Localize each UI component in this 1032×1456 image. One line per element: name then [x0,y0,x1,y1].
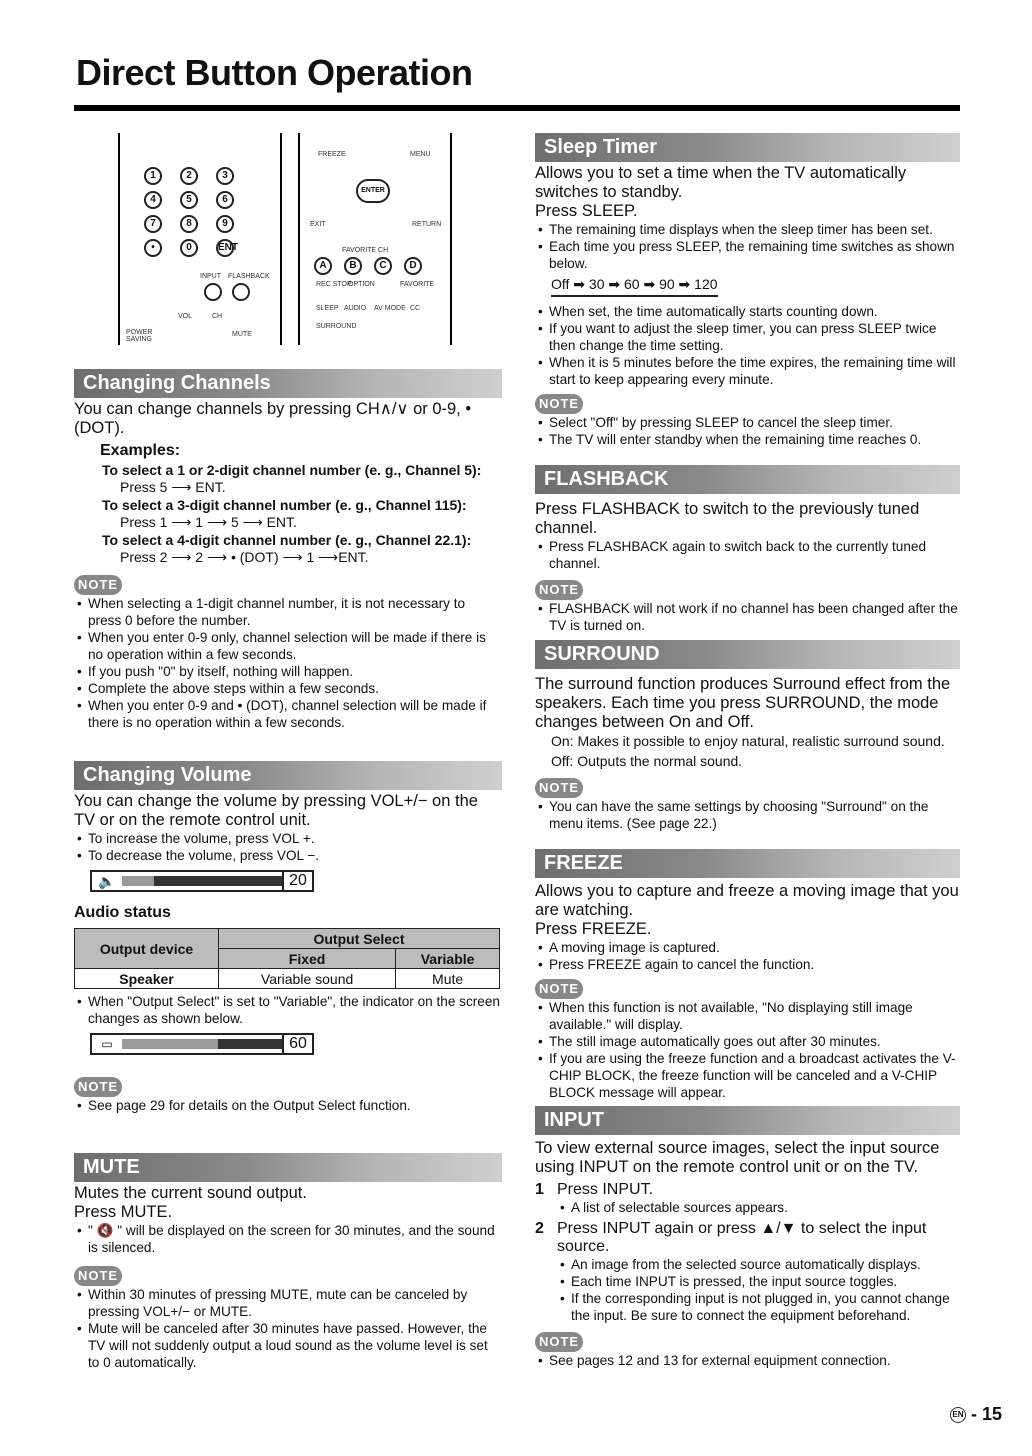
section-title: Changing Volume [74,761,502,790]
audio-status-table [74,928,500,989]
section-title: Changing Channels [74,369,502,398]
menu-label: MENU [410,151,431,158]
favorite-ch-label: FAVORITE CH [342,247,389,254]
note-item: • The still image automatically goes out after 30 minutes. [535,1033,960,1050]
digit-button[interactable]: 5 [180,191,198,209]
freeze-section [535,849,960,1101]
remote-illustration-left [118,133,282,345]
sleep-timer-section [535,133,960,448]
speaker-icon: 🔈 [98,872,116,889]
flashback-section [535,465,960,634]
enter-button[interactable]: ENTER [356,179,390,203]
input-button[interactable] [204,283,222,301]
note-badge: NOTE [74,575,122,595]
mute-section [74,1153,502,1371]
bullet-list [74,830,502,864]
section-title: FREEZE [535,849,960,878]
variable-fill [122,1039,218,1049]
press-line: Press MUTE. [74,1203,173,1221]
section-lead: Press FLASHBACK to switch to the previously tuned channel. [535,500,920,537]
example-heading: To select a 4-digit channel number (e. g., Channel 22.1): [102,532,472,548]
title-rule [74,105,960,111]
note-badge: NOTE [535,394,583,414]
bullet-item: • To increase the volume, press VOL +. [74,830,502,847]
bullet-item: • When it is 5 minutes before the time expires, the remaining time will start to keep appearing every minute. [535,354,960,388]
section-lead: You can change the volume by pressing VOL+/− on the TV or on the remote control unit. [74,792,478,829]
volume-value: 20 [282,872,312,890]
digit-button[interactable]: 7 [144,215,162,233]
note-item: • When you enter 0-9 and • (DOT), channel selection will be made if there is no operation within a few seconds. [74,697,502,731]
volume-indicator [90,870,314,892]
section-title: Sleep Timer [535,133,960,162]
ch-label: CH [212,313,223,320]
sleep-label: SLEEP [316,305,339,312]
bullet-list [535,1256,960,1324]
note-item: • Mute will be canceled after 30 minutes have passed. However, the TV will not suddenly output a loud sound as the volume level is set to 0 automatically. [74,1320,502,1371]
example-press: Press 5 ⟶ ENT. [120,479,226,495]
section-title: FLASHBACK [535,465,960,494]
bullet-item: • An image from the selected source automatically displays. [557,1256,960,1273]
option-label: OPTION [348,281,375,288]
bullet-item: • The remaining time displays when the sleep timer has been set. [535,221,960,238]
speaker-cell: Speaker [75,969,219,989]
flashback-label: FLASHBACK [228,273,270,280]
bullet-item: • Press FLASHBACK again to switch back to the currently tuned channel. [535,538,960,572]
input-section [535,1106,960,1369]
section-lead: To view external source images, select the input source using INPUT on the remote control unit or on the TV. [535,1139,940,1176]
digit-button[interactable]: ENT [216,239,234,257]
language-badge: EN [950,1407,966,1423]
section-lead: Mutes the current sound output. [74,1184,307,1202]
note-item: • See pages 12 and 13 for external equipment connection. [535,1352,960,1369]
section-title: MUTE [74,1153,502,1182]
audio-status-label: Audio status [74,904,171,921]
example-press: Press 2 ⟶ 2 ⟶ • (DOT) ⟶ 1 ⟶ENT. [120,549,369,565]
note-badge: NOTE [535,979,583,999]
note-item: • If you push "0" by itself, nothing will happen. [74,663,502,680]
note-item: • FLASHBACK will not work if no channel has been changed after the TV is turned on. [535,600,960,634]
note-item: • The TV will enter standby when the remaining time reaches 0. [535,431,960,448]
output-icon: ▭ [101,1037,113,1051]
note-item: • If you are using the freeze function and a broadcast activates the V-CHIP BLOCK, the freeze function will be canceled and a V-CHIP BLOCK message will appear. [535,1050,960,1101]
section-lead: The surround function produces Surround effect from the speakers. Each time you press SURROUND, the mode changes between On and Off. [535,675,951,731]
favorite-label: FAVORITE [400,281,435,288]
note-badge: NOTE [74,1266,122,1286]
variable-header: Variable [396,949,500,969]
note-item: • When selecting a 1-digit channel number, it is not necessary to press 0 before the number. [74,595,502,629]
digit-button[interactable]: 2 [180,167,198,185]
note-list [74,1286,502,1371]
bullet-item: • If you want to adjust the sleep timer, you can press SLEEP twice then change the time setting. [535,320,960,354]
note-item: • See page 29 for details on the Output Select function. [74,1097,502,1114]
volume-track [122,876,282,886]
bullet-item: • If the corresponding input is not plugged in, you cannot change the input. Be sure to connect the equipment beforehand. [557,1290,960,1324]
bullet-item: • " 🔇 " will be displayed on the screen for 30 minutes, and the sound is silenced. [74,1222,502,1256]
volume-fill [122,876,154,886]
note-item: • Complete the above steps within a few seconds. [74,680,502,697]
changing-channels-section [74,369,502,731]
bullet-list [535,939,960,973]
vol-label: VOL [178,313,193,320]
note-item: • Select "Off" by pressing SLEEP to cancel the sleep timer. [535,414,960,431]
bullet-item: • To decrease the volume, press VOL −. [74,847,502,864]
power-saving-label: POWER SAVING [126,329,153,343]
audio-label: AUDIO [344,305,367,312]
digit-button[interactable]: • [144,239,162,257]
flashback-button[interactable] [232,283,250,301]
page-number [950,1404,1002,1425]
surround-label: SURROUND [316,323,357,330]
note-list [74,595,502,731]
variable-indicator [90,1033,314,1055]
step-text: Press INPUT again or press ▲/▼ to select the input source. [557,1220,927,1255]
mute-label: MUTE [232,331,252,338]
note-item: • When you enter 0-9 only, channel selection will be made if there is no operation within a few seconds. [74,629,502,663]
note-list [535,999,960,1101]
favorite-button[interactable]: A [314,257,332,275]
digit-button[interactable]: 3 [216,167,234,185]
fixed-header: Fixed [219,949,396,969]
note-badge: NOTE [535,580,583,600]
note-list [535,414,960,448]
section-title: SURROUND [535,640,960,669]
exit-label: EXIT [310,221,326,228]
examples-label: Examples: [100,442,181,459]
step-number: 1 [535,1181,544,1198]
bullet-item: • Each time you press SLEEP, the remaining time switches as shown below. [535,238,960,272]
note-item: • You can have the same settings by choosing "Surround" on the menu items. (See page 22.) [535,798,960,832]
note-badge: NOTE [535,778,583,798]
digit-button[interactable]: 6 [216,191,234,209]
variable-value: 60 [282,1035,312,1053]
section-title: INPUT [535,1106,960,1135]
bullet-item: • A list of selectable sources appears. [557,1199,960,1216]
return-label: RETURN [412,221,442,228]
digit-button[interactable]: 9 [216,215,234,233]
table-note: • When "Output Select" is set to "Variable", the indicator on the screen changes as shown below. [74,993,502,1027]
output-select-header: Output Select [219,929,500,949]
remote-illustration-right [298,133,452,345]
favorite-button[interactable]: B [344,257,362,275]
note-badge: NOTE [74,1077,122,1097]
input-label: INPUT [200,273,221,280]
example-heading: To select a 1 or 2-digit channel number (e. g., Channel 5): [102,462,482,478]
bullet-item: • When set, the time automatically starts counting down. [535,303,960,320]
off-description: Off: Outputs the normal sound. [551,753,743,769]
output-device-header: Output device [75,929,219,969]
example-press: Press 1 ⟶ 1 ⟶ 5 ⟶ ENT. [120,514,297,530]
press-line: Press SLEEP. [535,202,638,220]
digit-button[interactable]: 0 [180,239,198,257]
section-lead: You can change channels by pressing CH∧/∨ or 0-9, • (DOT). [74,400,472,437]
digit-button[interactable]: 1 [144,167,162,185]
digit-button[interactable]: 8 [180,215,198,233]
on-description: On: Makes it possible to enjoy natural, realistic surround sound. [551,733,945,749]
digit-button[interactable]: 4 [144,191,162,209]
speaker-variable-cell: Mute [396,969,500,989]
changing-volume-section [74,761,502,1114]
press-line: Press FREEZE. [535,920,652,938]
sleep-cycle: Off ➡ 30 ➡ 60 ➡ 90 ➡ 120 [551,276,718,297]
freeze-label: FREEZE [318,151,346,158]
example-heading: To select a 3-digit channel number (e. g., Channel 115): [102,497,467,513]
bullet-list [535,221,960,272]
bullet-item: • A moving image is captured. [535,939,960,956]
rec-stop-label: REC STOP [316,281,352,288]
favorite-button[interactable]: D [404,257,422,275]
page-number-text: - 15 [970,1404,1002,1424]
bullet-item: • Press FREEZE again to cancel the function. [535,956,960,973]
cc-label: CC [410,305,421,312]
note-badge: NOTE [535,1332,583,1352]
section-lead: Allows you to capture and freeze a moving image that you are watching. [535,882,959,919]
bullet-list [535,303,960,388]
bullet-item: • Each time INPUT is pressed, the input source toggles. [557,1273,960,1290]
step-text: Press INPUT. [557,1181,654,1198]
av-mode-label: AV MODE [374,305,406,312]
speaker-fixed-cell: Variable sound [219,969,396,989]
variable-track [122,1039,282,1049]
step-number: 2 [535,1220,544,1237]
note-item: • Within 30 minutes of pressing MUTE, mute can be canceled by pressing VOL+/− or MUTE. [74,1286,502,1320]
favorite-button[interactable]: C [374,257,392,275]
surround-section [535,640,960,832]
page-title: Direct Button Operation [76,52,473,93]
section-lead: Allows you to set a time when the TV automatically switches to standby. [535,164,907,201]
note-item: • When this function is not available, "No displaying still image available." will display. [535,999,960,1033]
